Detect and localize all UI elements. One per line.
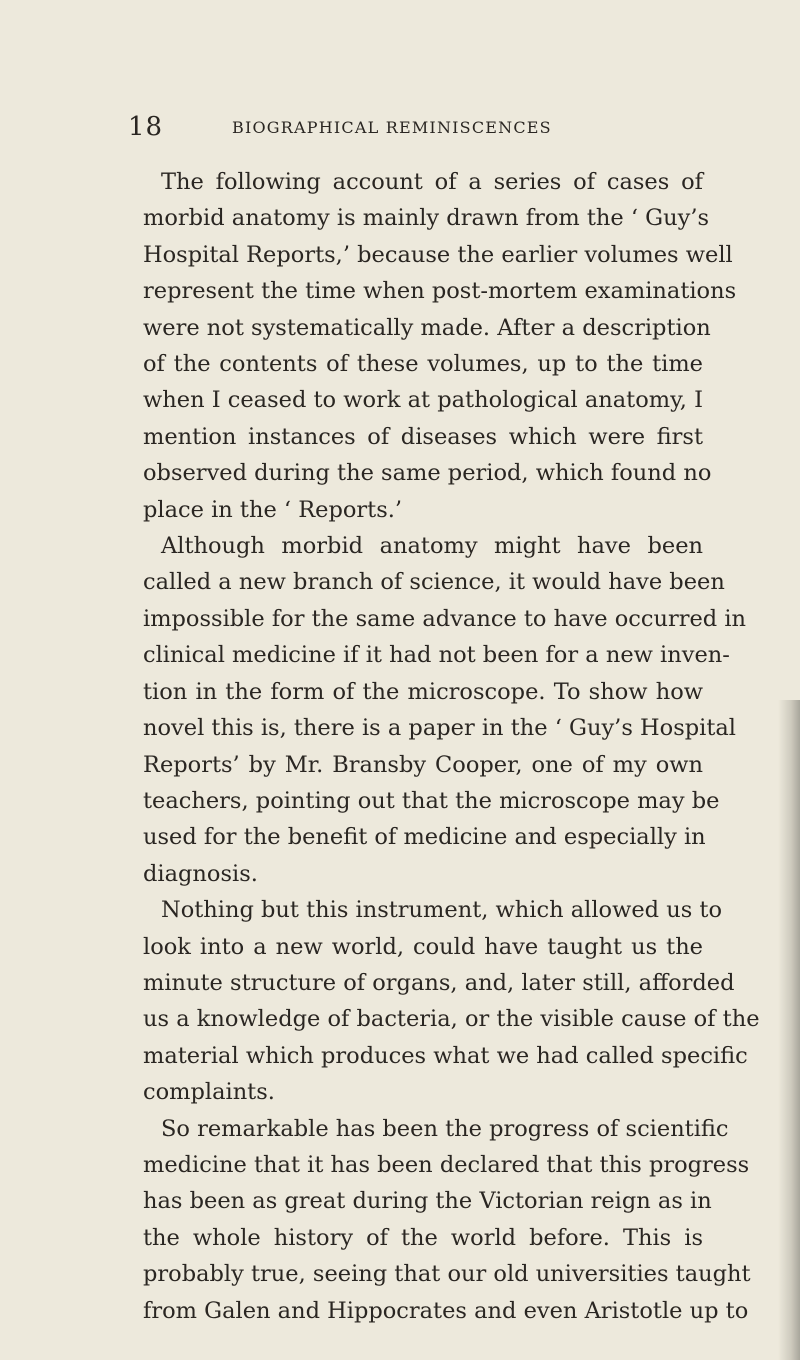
text-line: probably true, seeing that our old universities taught: [143, 1261, 751, 1288]
text-line: the whole history of the world before. This is: [143, 1224, 703, 1251]
paragraph: [143, 892, 760, 1110]
text-line: mention instances of diseases which were first: [143, 423, 703, 450]
text-line: has been as great during the Victorian reign as in: [143, 1188, 712, 1215]
text-line: from Galen and Hippocrates and even Aristotle up to: [143, 1297, 749, 1324]
text-line: represent the time when post-mortem examinations: [143, 278, 737, 305]
text-line: when I ceased to work at pathological anatomy, I: [143, 387, 703, 414]
text-line: complaints.: [143, 1079, 275, 1106]
running-header: [128, 112, 688, 142]
text-line: material which produces what we had called specific: [143, 1042, 748, 1069]
text-line: teachers, pointing out that the microscope may be: [143, 787, 720, 814]
paragraph: [143, 1111, 751, 1329]
text-line: look into a new world, could have taught us the: [143, 933, 703, 960]
text-line: of the contents of these volumes, up to the time: [143, 351, 703, 378]
text-line: Nothing but this instrument, which allowed us to: [161, 897, 722, 924]
text-line: impossible for the same advance to have occurred in: [143, 605, 747, 632]
text-line: Although morbid anatomy might have been: [161, 533, 703, 560]
text-line: clinical medicine if it had not been for a new inven-: [143, 642, 730, 669]
text-line: So remarkable has been the progress of scientific: [161, 1115, 729, 1142]
text-line: called a new branch of science, it would have been: [143, 569, 725, 596]
text-line: medicine that it has been declared that this progress: [143, 1151, 750, 1178]
page-edge-shadow: [778, 700, 800, 1360]
text-line: used for the benefit of medicine and especially in: [143, 824, 706, 851]
paragraph: [143, 164, 737, 528]
text-line: place in the ‘ Reports.’: [143, 496, 403, 523]
body-text: [143, 164, 760, 1329]
paragraph: [143, 528, 747, 892]
text-line: The following account of a series of cases of: [161, 169, 703, 195]
page-number: 18: [128, 112, 164, 142]
text-line: observed during the same period, which found no: [143, 460, 712, 487]
text-line: minute structure of organs, and, later still, afforded: [143, 969, 735, 996]
text-line: novel this is, there is a paper in the ‘ Guy’s Hospital: [143, 715, 736, 742]
text-line: us a knowledge of bacteria, or the visible cause of the: [143, 1006, 760, 1033]
text-line: diagnosis.: [143, 860, 258, 887]
text-line: tion in the form of the microscope. To show how: [143, 678, 703, 705]
text-line: were not systematically made. After a description: [143, 314, 711, 341]
text-line: Hospital Reports,’ because the earlier volumes well: [143, 241, 733, 268]
text-line: morbid anatomy is mainly drawn from the ‘ Guy’s: [143, 205, 710, 232]
running-title: BIOGRAPHICAL REMINISCENCES: [232, 118, 552, 137]
text-line: Reports’ by Mr. Bransby Cooper, one of my own: [143, 751, 703, 778]
